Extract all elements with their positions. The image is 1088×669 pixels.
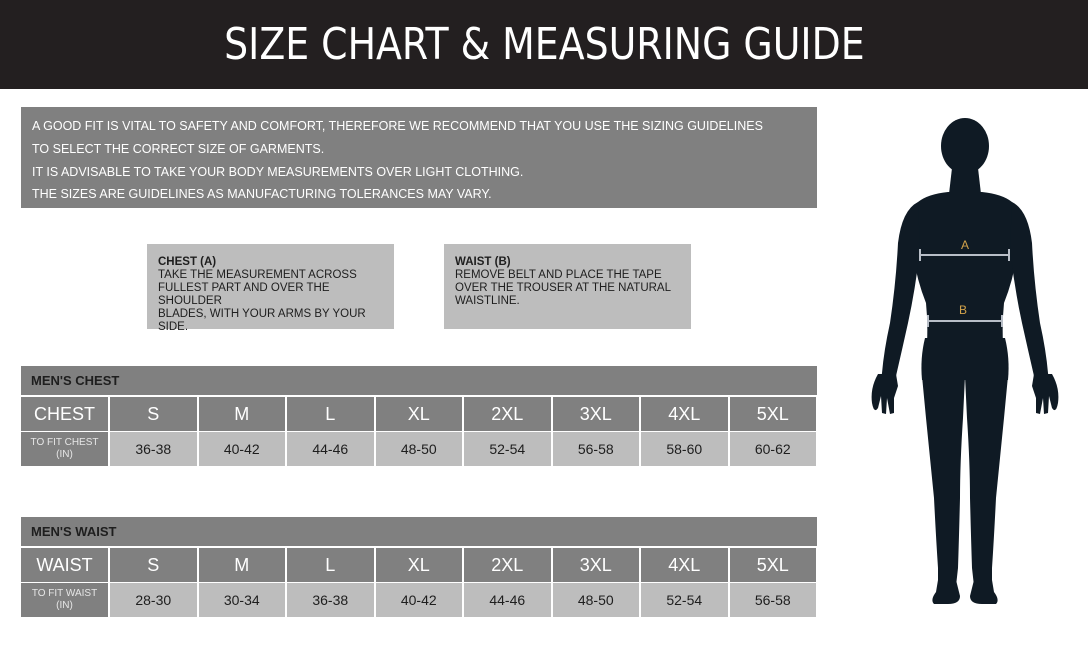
waist-size-header: 2XL [464,548,551,582]
page-title: SIZE CHART & MEASURING GUIDE [223,19,865,70]
waist-measure-line: REMOVE BELT AND PLACE THE TAPE [455,269,662,281]
chest-measure-line: TAKE THE MEASUREMENT ACROSS [158,269,357,281]
body-silhouette-figure [868,118,1063,608]
chest-row-label-unit: (IN) [56,449,73,460]
chest-row-label-line: TO FIT CHEST [30,437,99,448]
intro-line: IT IS ADVISABLE TO TAKE YOUR BODY MEASUREMENTS OVER LIGHT CLOTHING. [32,164,524,179]
page-header [0,0,1088,89]
chest-value-cell: 58-60 [641,432,728,466]
chest-measure-line: FULLEST PART AND OVER THE SHOULDER [158,282,330,307]
chest-value-cell: 44-46 [287,432,374,466]
chest-size-header: 5XL [730,397,817,431]
waist-table-header-row [21,548,816,582]
intro-line: THE SIZES ARE GUIDELINES AS MANUFACTURING TOLERANCES MAY VARY. [32,187,492,202]
chest-measure-box [147,244,394,333]
waist-row-label-line: TO FIT WAIST [31,588,98,599]
waist-measure-line: OVER THE TROUSER AT THE NATURAL [455,282,671,294]
waist-value-cell: 52-54 [641,583,728,617]
chest-header-label: CHEST [21,397,108,431]
waist-size-header: L [287,548,374,582]
chest-value-cell: 52-54 [464,432,551,466]
waist-value-cell: 40-42 [376,583,463,617]
chest-value-cell: 56-58 [553,432,640,466]
waist-value-cell: 44-46 [464,583,551,617]
chest-measure-line: BLADES, WITH YOUR ARMS BY YOUR SIDE. [158,308,366,333]
chest-mark-label: A [961,238,970,252]
chest-value-cell: 60-62 [730,432,817,466]
chest-size-header: L [287,397,374,431]
chest-row-label [21,432,108,466]
chest-size-header: 2XL [464,397,551,431]
chest-size-header: 3XL [553,397,640,431]
chest-value-cell: 40-42 [199,432,286,466]
chest-table-title: MEN'S CHEST [21,366,817,395]
waist-measure-line: WAISTLINE. [455,295,520,307]
intro-line: TO SELECT THE CORRECT SIZE OF GARMENTS. [32,141,325,156]
waist-size-header: 4XL [641,548,728,582]
chest-size-header: M [199,397,286,431]
waist-value-cell: 48-50 [553,583,640,617]
waist-value-cell: 36-38 [287,583,374,617]
waist-value-cell: 56-58 [730,583,817,617]
chest-value-cell: 48-50 [376,432,463,466]
chest-size-header: XL [376,397,463,431]
waist-size-header: XL [376,548,463,582]
chest-size-header: 4XL [641,397,728,431]
waist-table-value-row [21,583,816,617]
waist-measure-box [444,244,691,329]
waist-header-label: WAIST [21,548,108,582]
waist-mark-label: B [959,303,968,317]
waist-table-title: MEN'S WAIST [21,517,817,546]
waist-value-cell: 28-30 [110,583,197,617]
waist-value-cell: 30-34 [199,583,286,617]
chest-size-header: S [110,397,197,431]
intro-line: A GOOD FIT IS VITAL TO SAFETY AND COMFORT, THEREFORE WE RECOMMEND THAT YOU USE THE SIZING GUIDELINES [32,119,763,133]
waist-row-label [21,583,108,617]
waist-size-header: S [110,548,197,582]
waist-size-header: 3XL [553,548,640,582]
chest-table-header-row [21,397,816,431]
chest-measure-title: CHEST (A) [158,256,217,268]
body-silhouette-icon [872,118,1059,604]
waist-row-label-unit: (IN) [56,600,73,611]
chest-value-cell: 36-38 [110,432,197,466]
chest-table-value-row [21,432,816,466]
intro-panel [21,107,817,208]
waist-size-header: M [199,548,286,582]
waist-size-header: 5XL [730,548,817,582]
waist-measure-title: WAIST (B) [455,256,511,268]
